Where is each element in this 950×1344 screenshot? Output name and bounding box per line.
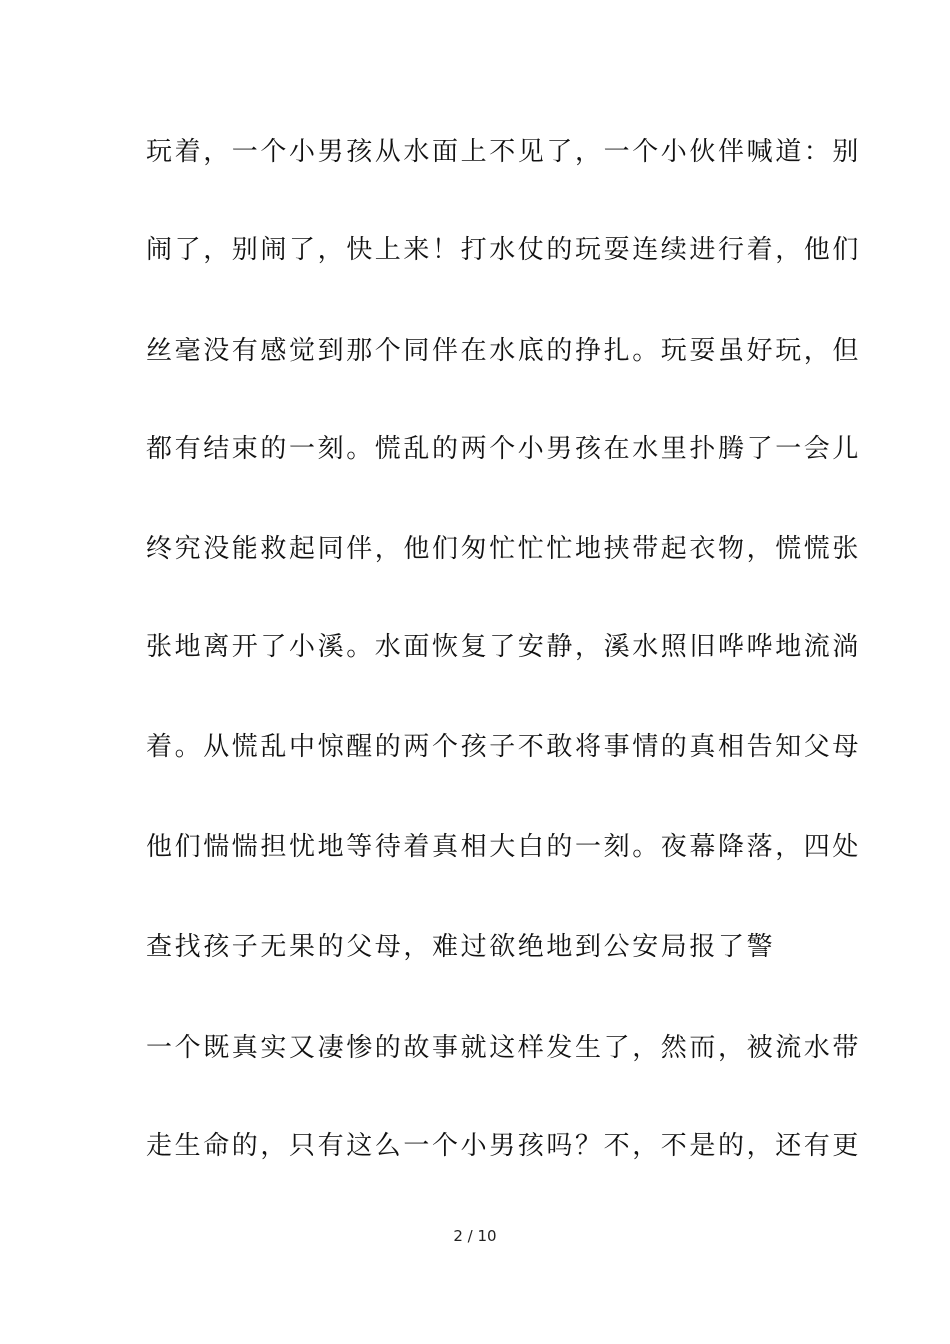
text-line-8: 他们惴惴担忧地等待着真相大白的一刻。夜幕降落，四处 bbox=[146, 832, 862, 862]
text-line-11: 走生命的，只有这么一个小男孩吗？不，不是的，还有更 bbox=[146, 1131, 862, 1161]
text-line-5: 终究没能救起同伴，他们匆忙忙忙地挟带起衣物，慌慌张 bbox=[146, 534, 862, 564]
text-line-7: 着。从慌乱中惊醒的两个孩子不敢将事情的真相告知父母 bbox=[146, 732, 862, 762]
text-line-4: 都有结束的一刻。慌乱的两个小男孩在水里扑腾了一会儿 bbox=[146, 434, 862, 464]
text-line-1: 玩着，一个小男孩从水面上不见了，一个小伙伴喊道：别 bbox=[146, 137, 862, 167]
text-line-3: 丝毫没有感觉到那个同伴在水底的挣扎。玩耍虽好玩，但 bbox=[146, 336, 862, 366]
text-line-6: 张地离开了小溪。水面恢复了安静，溪水照旧哗哗地流淌 bbox=[146, 632, 862, 662]
text-line-10: 一个既真实又凄惨的故事就这样发生了，然而，被流水带 bbox=[146, 1033, 862, 1063]
text-line-2: 闹了，别闹了，快上来！打水仗的玩耍连续进行着，他们 bbox=[146, 235, 862, 265]
page-number: 2 / 10 bbox=[453, 1227, 497, 1245]
text-line-9: 查找孩子无果的父母，难过欲绝地到公安局报了警 bbox=[146, 932, 776, 962]
